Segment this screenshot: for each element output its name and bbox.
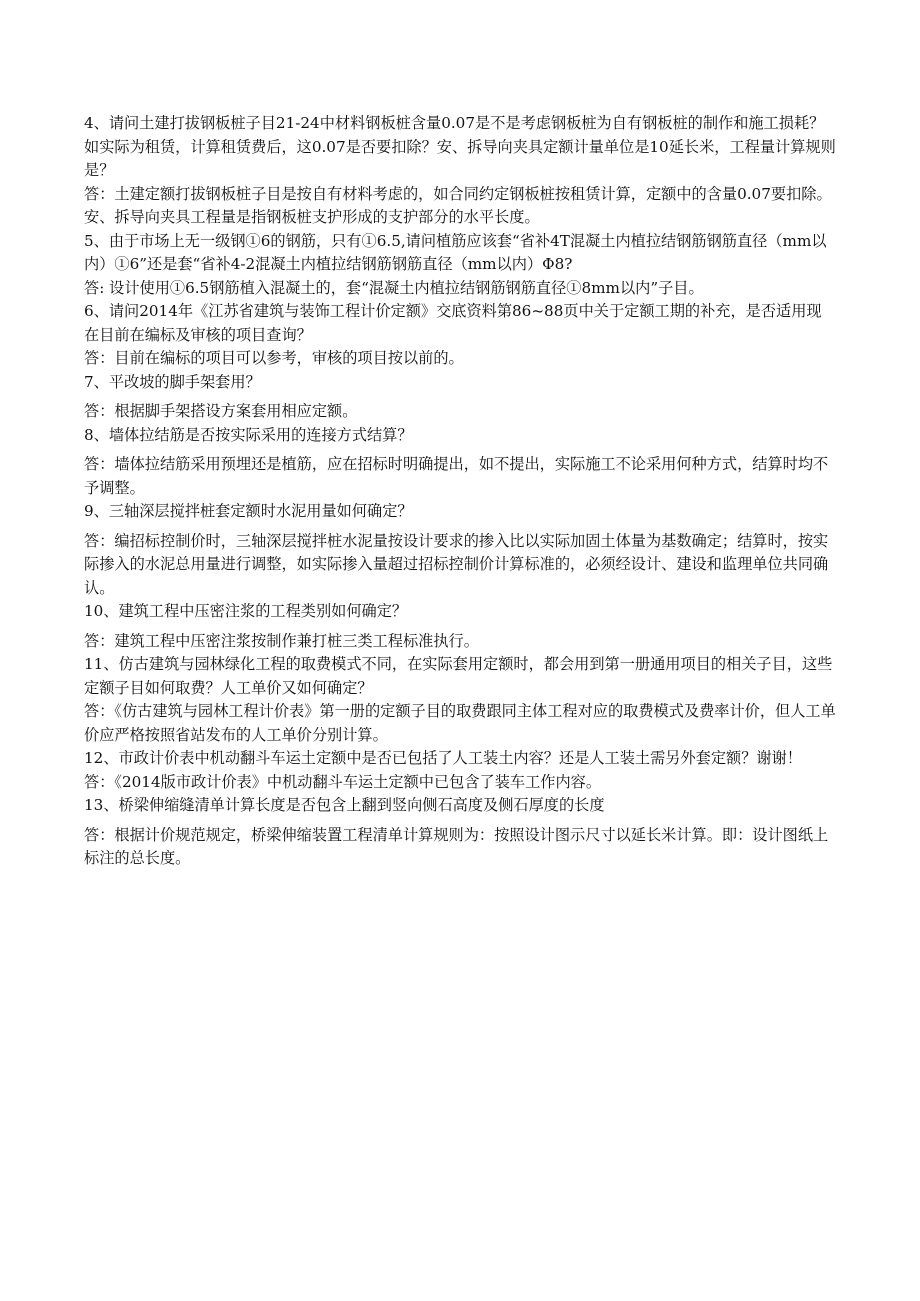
answer: 答：根据脚手架搭设方案套用相应定额。 [84, 402, 358, 420]
question: 13、桥梁伸缩缝清单计算长度是否包含上翻到竖向侧石高度及侧石厚度的长度 [84, 796, 605, 814]
question: 9、三轴深层搅拌桩套定额时水泥用量如何确定？ [84, 502, 413, 520]
question: 10、建筑工程中压密注浆的工程类别如何确定？ [84, 602, 408, 620]
answer: 答：建筑工程中压密注浆按制作兼打桩三类工程标准执行。 [84, 631, 479, 650]
qa-item-10 [84, 600, 836, 653]
question: 5、由于市场上无一级钢①6的钢筋，只有①6.5,请问植筋应该套“省补4T混凝土内植拉结钢筋钢筋直径（mm以内）①6”还是套“省补4-2混凝土内植拉结钢筋钢筋直径（mm以内）Φ8? [84, 231, 827, 273]
qa-item-7 [84, 371, 836, 424]
question: 11、仿古建筑与园林绿化工程的取费模式不同，在实际套用定额时，都会用到第一册通用项目的相关子目，这些定额子目如何取费？人工单价又如何确定？ [84, 655, 833, 697]
answer: 答：土建定额打拔钢板桩子目是按自有材料考虑的，如合同约定钢板桩按租赁计算，定额中的含量0.07要扣除。安、拆导向夹具工程量是指钢板桩支护形成的支护部分的水平长度。 [84, 184, 832, 226]
qa-item-13 [84, 794, 836, 871]
question: 6、请问2014年《江苏省建筑与装饰工程计价定额》交底资料第86~88页中关于定额工期的补充，是否适用现在目前在编标及审核的项目查询？ [84, 302, 822, 344]
answer: 答: 设计使用①6.5钢筋植入混凝土的，套“混凝土内植拉结钢筋钢筋直径①8mm以内”子目。 [84, 278, 704, 297]
document-body [84, 112, 836, 871]
qa-item-4 [84, 112, 836, 230]
qa-item-6 [84, 300, 836, 371]
question: 8、墙体拉结筋是否按实际采用的连接方式结算？ [84, 425, 413, 444]
answer: 答：《仿古建筑与园林工程计价表》第一册的定额子目的取费跟同主体工程对应的取费模式及费率计价，但人工单价应严格按照省站发布的人工单价分别计算。 [84, 702, 836, 744]
question: 7、平改坡的脚手架套用？ [84, 372, 261, 391]
answer: 答：编招标控制价时，三轴深层搅拌桩水泥量按设计要求的掺入比以实际加固土体量为基数确定；结算时，按实际掺入的水泥总用量进行调整，如实际掺入量超过招标控制价计算标准的，必须经设计、建设和监理单位共同确认。 [84, 531, 829, 597]
qa-item-5 [84, 230, 836, 301]
answer: 答：目前在编标的项目可以参考，审核的项目按以前的。 [84, 349, 464, 367]
answer: 答：根据计价规范规定，桥梁伸缩装置工程清单计算规则为：按照设计图示尺寸以延长米计算。即：设计图纸上标注的总长度。 [84, 825, 829, 867]
qa-item-9 [84, 500, 836, 600]
qa-item-8 [84, 424, 836, 501]
question: 4、请问土建打拔钢板桩子目21-24中材料钢板桩含量0.07是不是考虑钢板桩为自有钢板桩的制作和施工损耗？如实际为租赁，计算租赁费后，这0.07是否要扣除？安、拆导向夹具定额计量单位是10延长米，工程量计算规则是？ [84, 114, 836, 179]
qa-item-11 [84, 653, 836, 747]
answer: 答：《2014版市政计价表》中机动翻斗车运土定额中已包含了装车工作内容。 [84, 772, 602, 791]
question: 12、市政计价表中机动翻斗车运土定额中是否已包括了人工装土内容？还是人工装土需另外套定额？谢谢！ [84, 749, 802, 767]
answer: 答：墙体拉结筋采用预埋还是植筋，应在招标时明确提出，如不提出，实际施工不论采用何种方式，结算时均不予调整。 [84, 455, 829, 497]
qa-item-12 [84, 747, 836, 794]
